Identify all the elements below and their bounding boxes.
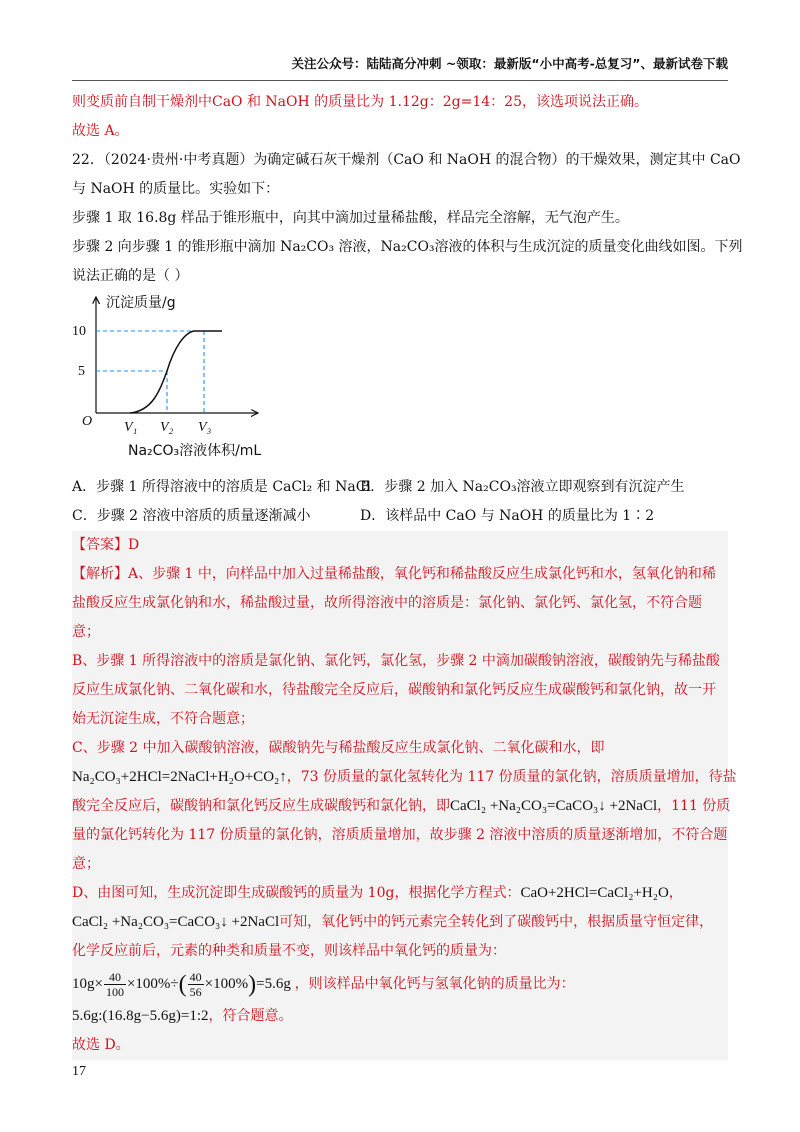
fraction-numerator: 40 <box>189 970 202 985</box>
analysis-a-3: 意； <box>72 624 100 640</box>
x-tick-v1: V₁ <box>124 420 138 435</box>
guide-lines <box>96 331 204 413</box>
analysis-d-5 <box>72 1002 728 1031</box>
equation-na2co3-hcl: Na₂CO₃+2HCl=2NaCl+H₂O+CO₂↑ <box>72 769 287 785</box>
option-d: D．该样品中 CaO 与 NaOH 的质量比为 1∶2 <box>360 508 655 524</box>
calc-after: ×100% <box>204 976 249 992</box>
question-step-2: 步骤 2 向步骤 1 的锥形瓶中滴加 Na₂CO₃ 溶液，Na₂CO₃溶液的体积与生成沉淀的质量变化曲线如图。下列 <box>72 239 743 255</box>
y-axis-label: 沉淀质量/g <box>106 295 176 311</box>
previous-solution-line: 则变质前自制干燥剂中CaO 和 NaOH 的质量比为 1.12g：2g=14：25，该选项说法正确。 <box>72 94 648 110</box>
equation-cacl2-na2co3-2: CaCl₂ +Na₂CO₃=CaCO₃↓ +2NaCl <box>72 914 280 930</box>
analysis-d-1-text: D、由图可知，生成沉淀即生成碳酸钙的质量为 10g，根据化学方程式： <box>72 885 521 901</box>
analysis-a-text: A、步骤 1 中，向样品中加入过量稀盐酸，氧化钙和稀盐酸反应生成氯化钙和水，氢氧化钠和稀 <box>128 566 716 582</box>
question-prompt: 说法正确的是（ ） <box>72 268 189 284</box>
answer-label: 【答案】 <box>72 537 128 553</box>
page-content <box>72 88 743 1060</box>
analysis-d-2 <box>72 908 728 937</box>
options-row-2 <box>72 502 728 531</box>
analysis-a-2: 盐酸反应生成氯化钠和水，稀盐酸过量，故所得溶液中的溶质是：氯化钠、氯化钙、氯化氢，不符合题 <box>72 595 702 611</box>
analysis-b-1: B、步骤 1 所得溶液中的溶质是氯化钠、氯化钙，氯化氢，步骤 2 中滴加碳酸钠溶液，碳酸钠先与稀盐酸 <box>72 653 720 669</box>
ratio-expression: 5.6g:(16.8g−5.6g)=1:2 <box>72 1008 209 1024</box>
fraction-numerator: 40 <box>104 970 126 985</box>
analysis-c-4: 量的氯化钙转化为 117 份质量的氯化钠，溶质质量增加，故步骤 2 溶液中溶质的质量逐渐增加，不符合题 <box>72 827 728 843</box>
analysis-c-3-text: 酸完全反应后，碳酸钠和氯化钙反应生成碳酸钙和氯化钠，即 <box>72 798 450 814</box>
fraction-40-56 <box>188 970 204 999</box>
chart-svg <box>72 293 332 471</box>
page-header: 关注公众号：陆陆高分冲刺 ~领取：最新版“小中高考-总复习”、最新试卷下载 <box>291 56 728 71</box>
analysis-label: 【解析】 <box>72 566 128 582</box>
analysis-d-5-text: ，符合题意。 <box>208 1008 293 1024</box>
analysis-b-3: 始无沉淀生成，不符合题意； <box>72 711 254 727</box>
y-tick-5: 5 <box>78 364 85 379</box>
x-axis-label: Na₂CO₃溶液体积/mL <box>128 443 262 459</box>
analysis-end: 故选 D。 <box>72 1037 130 1053</box>
page-number: 17 <box>72 1064 86 1079</box>
calc-expression <box>72 970 295 1000</box>
options-row-1 <box>72 473 728 502</box>
previous-answer-line: 故选 A。 <box>72 123 129 139</box>
series-curve <box>130 331 222 413</box>
analysis-a-1 <box>72 560 728 589</box>
answer-line <box>72 531 728 560</box>
equation-cao-hcl: CaO+2HCl=CaCl₂+H₂O <box>520 885 669 901</box>
left-paren: ( <box>178 971 187 998</box>
right-paren: ) <box>248 971 257 998</box>
option-a: A．步骤 1 所得溶液中的溶质是 CaCl₂ 和 NaCl <box>72 479 371 495</box>
y-tick-10: 10 <box>72 324 86 339</box>
fraction-40-100 <box>104 970 126 999</box>
analysis-d-2-text: 可知，氧化钙中的钙元素完全转化到了碳酸钙中，根据质量守恒定律， <box>279 914 714 930</box>
analysis-d-4-text: ，则该样品中氧化钙与氢氧化钠的质量比为： <box>294 976 575 992</box>
x-tick-v3: V₃ <box>198 420 212 435</box>
analysis-d-1 <box>72 879 728 908</box>
option-b: B．步骤 2 加入 Na₂CO₃溶液立即观察到有沉淀产生 <box>360 479 685 495</box>
origin-label: O <box>82 414 93 429</box>
fraction-denominator: 56 <box>189 985 202 1000</box>
calc-mid: ×100%÷ <box>126 976 179 992</box>
fraction-denominator: 100 <box>105 985 124 1000</box>
analysis-d-4 <box>72 966 728 1002</box>
calc-lead: 10g× <box>72 976 103 992</box>
analysis-c-3 <box>72 792 731 821</box>
analysis-c-2-text: ，73 份质量的氯化氢转化为 117 份质量的氯化钠，溶质质量增加，待盐 <box>286 769 737 785</box>
answer-value: D <box>128 537 140 553</box>
analysis-b-2: 反应生成氯化钠、二氧化碳和水，待盐酸完全反应后，碳酸钠和氯化钙反应生成碳酸钙和氯化钠，故一开 <box>72 682 716 698</box>
analysis-d-3: 化学反应前后，元素的种类和质量不变，则该样品中氧化钙的质量为： <box>72 943 506 959</box>
x-tick-v2: V₂ <box>160 420 174 435</box>
precipitate-chart <box>72 293 728 471</box>
analysis-c-2 <box>72 763 737 792</box>
analysis-c-5: 意； <box>72 856 100 872</box>
question-stem-line-2: 与 NaOH 的质量比。实验如下： <box>72 181 280 197</box>
question-step-1: 步骤 1 取 16.8g 样品于锥形瓶中，向其中滴加过量稀盐酸，样品完全溶解，无气泡产生。 <box>72 210 629 226</box>
option-c: C．步骤 2 溶液中溶质的质量逐渐减小 <box>72 508 311 524</box>
calc-result: =5.6g <box>256 976 291 992</box>
analysis-c-3-tail: ，111 份质 <box>657 798 731 814</box>
equation-cacl2-na2co3: CaCl₂ +Na₂CO₃=CaCO₃↓ +2NaCl <box>450 798 658 814</box>
question-stem-line-1: 22．（2024·贵州·中考真题）为确定碱石灰干燥剂（CaO 和 NaOH 的混合物）的干燥效果，测定其中 CaO <box>72 152 741 168</box>
header-divider <box>72 80 728 81</box>
solution-block <box>72 531 737 1060</box>
analysis-d-1-tail: ， <box>668 885 683 901</box>
analysis-c-1: C、步骤 2 中加入碳酸钠溶液，碳酸钠先与稀盐酸反应生成氯化钠、二氧化碳和水，即 <box>72 740 605 756</box>
